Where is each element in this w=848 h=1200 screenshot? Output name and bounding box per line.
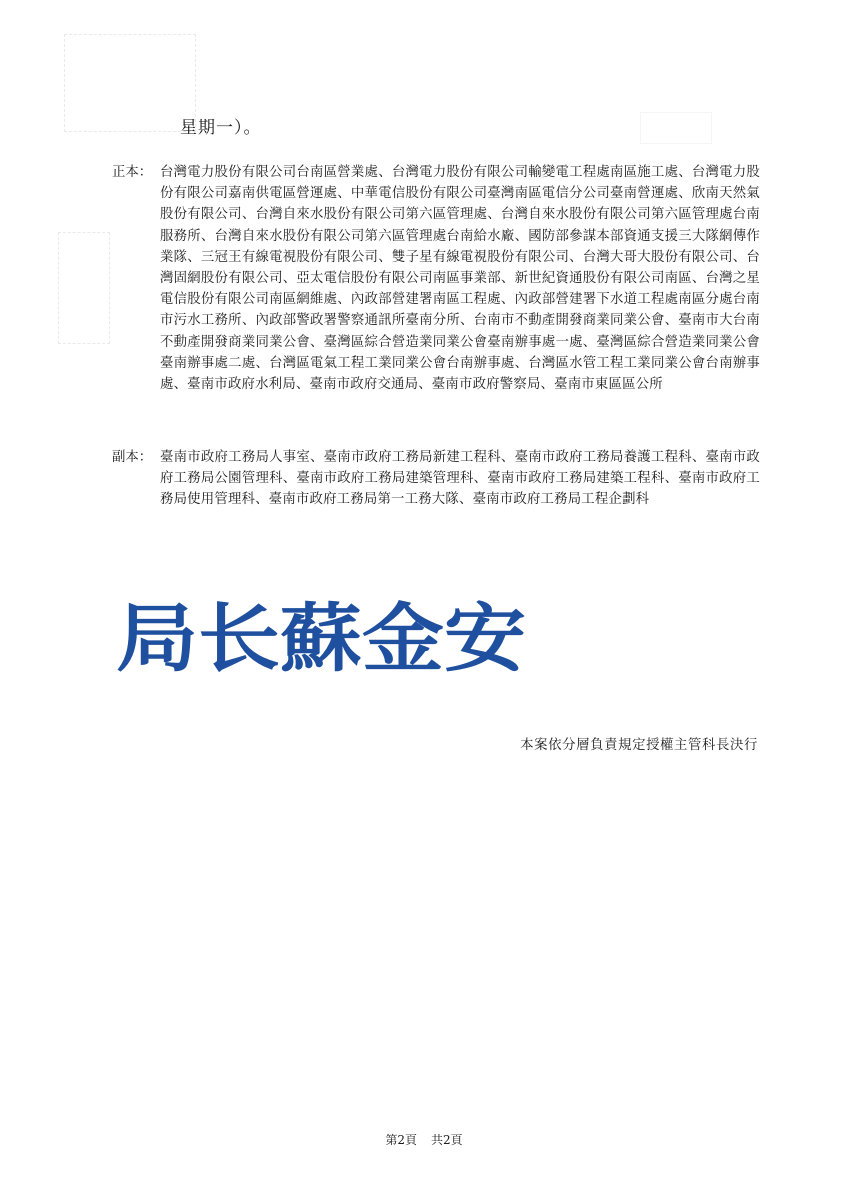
- secondary-recipients-list: 臺南市政府工務局人事室、臺南市政府工務局新建工程科、臺南市政府工務局養護工程科、臺南市政府工務局公園管理科、臺南市政府工務局建築管理科、臺南市政府工務局建築工程科、臺南市政府工務局使用管理科、臺南市政府工務局第一工務大隊、臺南市政府工務局工程企劃科: [160, 450, 760, 508]
- director-signature-stamp: [116, 586, 536, 686]
- faded-stamp-mark: [58, 232, 110, 344]
- signature-text: 局长蘇金安: [116, 596, 526, 682]
- primary-recipients-label: 正本：: [112, 165, 153, 180]
- faded-stamp-mark: [64, 34, 196, 132]
- secondary-recipients-label: 副本：: [112, 450, 153, 465]
- page-current: 第2頁: [385, 1133, 417, 1147]
- page-total: 共2頁: [431, 1133, 463, 1147]
- primary-recipients-list: 台灣電力股份有限公司台南區營業處、台灣電力股份有限公司輸變電工程處南區施工處、台灣電力股份有限公司嘉南供電區營運處、中華電信股份有限公司臺灣南區電信分公司臺南營運處、欣南天然氣股份有限公司、台灣自來水股份有限公司第六區管理處、台灣自來水股份有限公司第六區管理處台南服務所、台灣自來水股份有限公司第六區管理處台南給水廠、國防部參謀本部資通支援三大隊網傳作業隊、三冠王有線電視股份有限公司、雙子星有線電視股份有限公司、台灣大哥大股份有限公司、台灣固網股份有限公司、亞太電信股份有限公司南區事業部、新世紀資通股份有限公司南區、台灣之星電信股份有限公司南區網維處、內政部營建署南區工程處、內政部營建署下水道工程處南區分處台南市污水工務所、內政部警政署警察通訊所臺南分所、台南市不動產開發商業同業公會、臺南市大台南不動產開發商業同業公會、臺灣區綜合營造業同業公會臺南辦事處一處、臺灣區綜合營造業同業公會臺南辦事處二處、台灣區電氣工程工業同業公會台南辦事處、台灣區水管工程工業同業公會台南辦事處、臺南市政府水利局、臺南市政府交通局、臺南市政府警察局、臺南市東區區公所: [160, 165, 760, 393]
- secondary-recipients: [112, 447, 760, 511]
- continuation-text: 星期一）。: [180, 118, 262, 138]
- delegation-note: 本案依分層負責規定授權主管科長決行: [520, 738, 758, 753]
- page-number: [0, 1131, 848, 1148]
- primary-recipients: [112, 162, 760, 395]
- faded-stamp-mark: [640, 112, 712, 144]
